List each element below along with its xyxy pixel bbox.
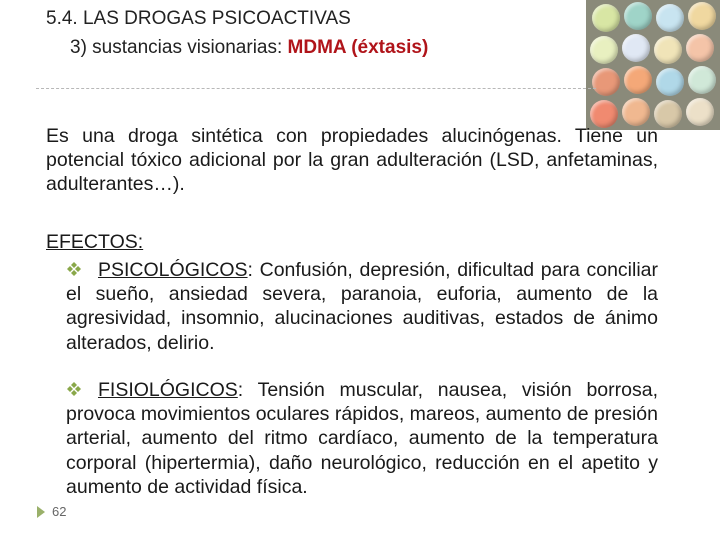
pill xyxy=(590,36,618,64)
effects-heading-text: EFECTOS xyxy=(46,231,138,253)
pill xyxy=(654,36,682,64)
pill xyxy=(624,2,652,30)
pill xyxy=(686,98,714,126)
title-divider xyxy=(36,88,596,89)
pill xyxy=(656,4,684,32)
diamond-bullet-icon xyxy=(66,261,82,277)
bullet-fisiologicos xyxy=(66,378,658,499)
slide-subtitle xyxy=(70,37,428,59)
bullet-text: : Confusión, depresión, dificultad para conciliar el sueño, ansiedad severa, paranoia, euforia, aumento de la agresividad, insomnio, alucinaciones auditivas, estados de ánimo alterados, delirio. xyxy=(66,259,658,354)
effects-heading xyxy=(46,231,143,254)
pill xyxy=(688,66,716,94)
pill xyxy=(622,98,650,126)
page-number: 62 xyxy=(52,504,67,519)
pill xyxy=(654,100,682,128)
bullet-label: FISIOLÓGICOS xyxy=(98,379,238,401)
pill xyxy=(656,68,684,96)
page-arrow-icon xyxy=(36,505,46,519)
pill xyxy=(624,66,652,94)
pill xyxy=(592,68,620,96)
bullet-psicologicos xyxy=(66,258,658,355)
pill xyxy=(592,4,620,32)
subtitle-highlight: MDMA (éxtasis) xyxy=(287,37,429,58)
intro-paragraph: Es una droga sintética con propiedades alucinógenas. Tiene un potencial tóxico adicional por la gran adulteración (LSD, anfetaminas, adulterantes…). xyxy=(46,125,658,196)
slide-title: 5.4. LAS DROGAS PSICOACTIVAS xyxy=(46,8,351,29)
pill xyxy=(686,34,714,62)
bullet-label: PSICOLÓGICOS xyxy=(98,259,248,281)
pill xyxy=(622,34,650,62)
ecstasy-pills-photo xyxy=(586,0,720,130)
bullet-text: : Tensión muscular, nausea, visión borrosa, provoca movimientos oculares rápidos, mareos, aumento de presión arterial, aumento del ritmo cardíaco, aumento de la temperatura corporal (hipertermia), daño neurológico, reducción en el apetito y aumento de actividad física. xyxy=(66,379,658,498)
diamond-bullet-icon xyxy=(66,381,82,397)
subtitle-prefix: 3) sustancias visionarias: xyxy=(70,37,288,58)
effects-heading-colon: : xyxy=(137,231,144,253)
pill xyxy=(688,2,716,30)
